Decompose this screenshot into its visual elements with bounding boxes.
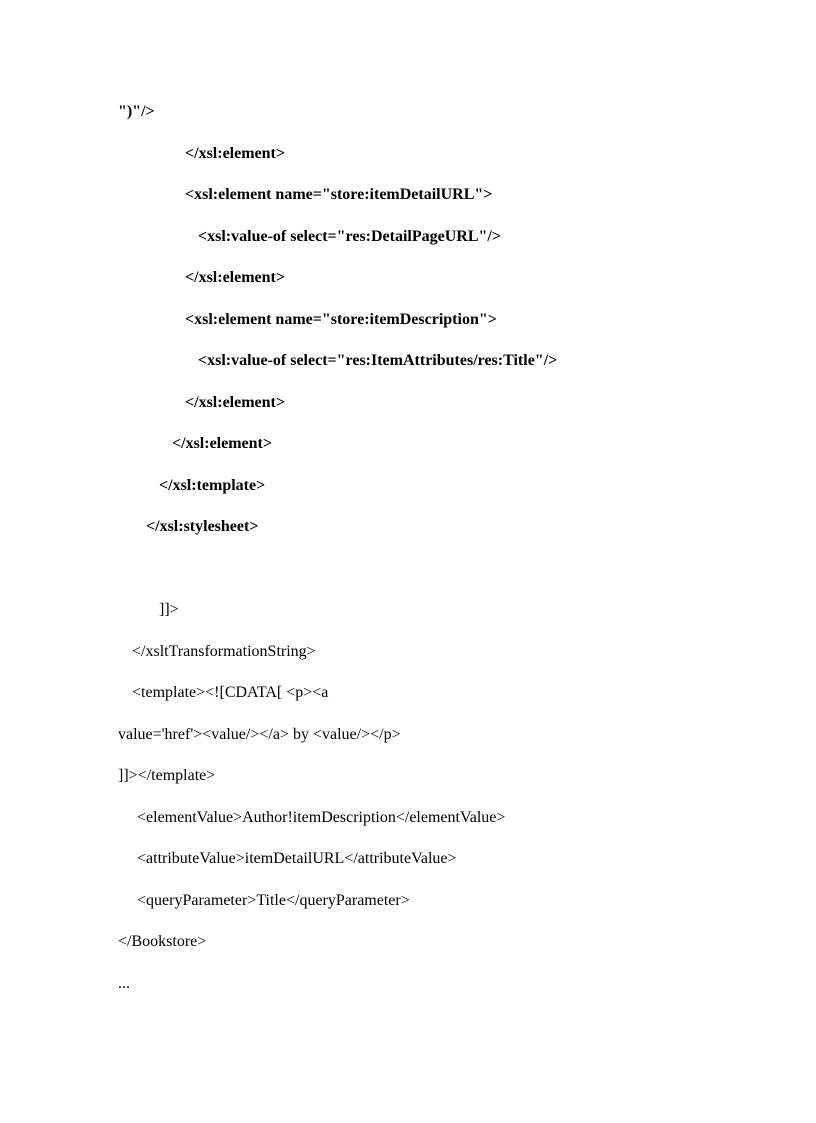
code-line-7: <xsl:value-of select="res:ItemAttributes/res:Title"/>: [198, 352, 558, 369]
code-line-13: </xsltTransformationString>: [132, 643, 316, 660]
code-line-12: ]]>: [159, 601, 179, 618]
code-line-15: value='href'><value/></a> by <value/></p>: [118, 726, 401, 743]
code-line-18: <attributeValue>itemDetailURL</attributeValue>: [137, 850, 457, 867]
code-line-11: </xsl:stylesheet>: [146, 518, 259, 535]
code-line-17: <elementValue>Author!itemDescription</elementValue>: [137, 809, 506, 826]
code-line-14: <template><![CDATA[ <p><a: [132, 684, 329, 701]
code-line-21: ...: [118, 975, 130, 992]
code-line-5: </xsl:element>: [185, 269, 285, 286]
code-line-6: <xsl:element name="store:itemDescription">: [185, 311, 497, 328]
code-line-1: ")"/>: [118, 103, 155, 120]
code-line-2: </xsl:element>: [185, 145, 285, 162]
code-line-4: <xsl:value-of select="res:DetailPageURL"/>: [198, 228, 501, 245]
code-line-3: <xsl:element name="store:itemDetailURL">: [185, 186, 493, 203]
code-line-10: </xsl:template>: [159, 477, 266, 494]
code-line-9: </xsl:element>: [172, 435, 272, 452]
code-line-16: ]]></template>: [118, 767, 216, 784]
code-line-20: </Bookstore>: [118, 933, 207, 950]
code-line-8: </xsl:element>: [185, 394, 285, 411]
code-line-19: <queryParameter>Title</queryParameter>: [137, 892, 410, 909]
